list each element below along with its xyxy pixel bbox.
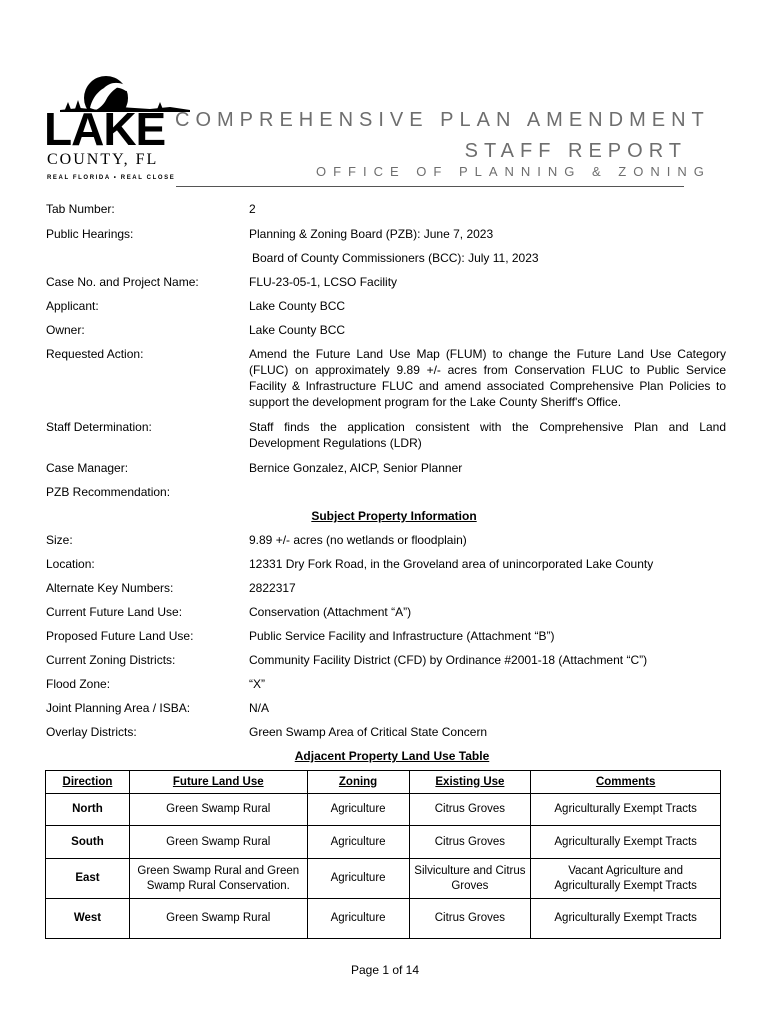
size-value: 9.89 +/- acres (no wetlands or floodplain): [249, 533, 467, 547]
applicant-label: Applicant:: [46, 299, 99, 313]
current-flu-label: Current Future Land Use:: [46, 605, 183, 619]
tab-number-label: Tab Number:: [46, 202, 115, 216]
location-value: 12331 Dry Fork Road, in the Groveland area of unincorporated Lake County: [249, 557, 654, 571]
subject-property-heading: Subject Property Information: [311, 509, 477, 523]
table-cell: Green Swamp Rural: [129, 794, 307, 826]
table-cell: Agriculturally Exempt Tracts: [531, 899, 721, 939]
pzb-recommendation-label: PZB Recommendation:: [46, 485, 171, 499]
table-cell: Agriculture: [307, 794, 409, 826]
overlay-value: Green Swamp Area of Critical State Concern: [249, 725, 488, 739]
owner-label: Owner:: [46, 323, 85, 337]
table-row: [46, 899, 721, 939]
alternate-key-value: 2822317: [249, 581, 296, 595]
size-label: Size:: [46, 533, 73, 547]
location-label: Location:: [46, 557, 95, 571]
proposed-flu-label: Proposed Future Land Use:: [46, 629, 194, 643]
staff-determination-label: Staff Determination:: [46, 420, 152, 434]
table-cell: Citrus Groves: [409, 899, 531, 939]
case-manager-value: Bernice Gonzalez, AICP, Senior Planner: [249, 461, 463, 475]
applicant-value: Lake County BCC: [249, 299, 346, 313]
table-cell: Agriculture: [307, 899, 409, 939]
tab-number-value: 2: [249, 202, 256, 216]
current-zoning-value: Community Facility District (CFD) by Ordinance #2001-18 (Attachment “C”): [249, 653, 648, 667]
staff-determination-value: Staff finds the application consistent with the Comprehensive Plan and Land Development Regulations (LDR): [249, 420, 726, 450]
logo-tagline: REAL FLORIDA • REAL CLOSE: [47, 175, 176, 181]
requested-action-label: Requested Action:: [46, 347, 144, 361]
table-cell: Green Swamp Rural: [129, 899, 307, 939]
table-cell: Agriculturally Exempt Tracts: [531, 794, 721, 826]
table-cell: Agriculture: [307, 826, 409, 859]
column-header: Comments: [531, 771, 721, 794]
current-flu-value: Conservation (Attachment “A”): [249, 605, 412, 619]
table-cell: South: [46, 826, 130, 859]
table-cell: Citrus Groves: [409, 826, 531, 859]
table-header-row: [46, 771, 721, 794]
alternate-key-label: Alternate Key Numbers:: [46, 581, 174, 595]
owner-value: Lake County BCC: [249, 323, 346, 337]
public-hearings-pzb: Planning & Zoning Board (PZB): June 7, 2023: [249, 227, 494, 241]
report-title: COMPREHENSIVE PLAN AMENDMENT: [175, 109, 710, 131]
page-number: Page 1 of 14: [350, 963, 420, 977]
table-cell: Green Swamp Rural and Green Swamp Rural Conservation.: [129, 859, 307, 899]
table-row: [46, 794, 721, 826]
table-cell: North: [46, 794, 130, 826]
report-subtitle: STAFF REPORT: [464, 140, 687, 162]
table-cell: East: [46, 859, 130, 899]
case-manager-label: Case Manager:: [46, 461, 129, 475]
table-cell: Vacant Agriculture and Agriculturally Exempt Tracts: [531, 859, 721, 899]
table-row: [46, 826, 721, 859]
table-cell: Agriculturally Exempt Tracts: [531, 826, 721, 859]
office-name: OFFICE OF PLANNING & ZONING: [316, 164, 711, 179]
flood-zone-value: “X”: [249, 677, 265, 691]
table-cell: Agriculture: [307, 859, 409, 899]
header-divider: [176, 186, 684, 187]
case-no-label: Case No. and Project Name:: [46, 275, 199, 289]
proposed-flu-value: Public Service Facility and Infrastructure (Attachment “B”): [249, 629, 555, 643]
table-row: [46, 859, 721, 899]
table-cell: Citrus Groves: [409, 794, 531, 826]
column-header: Existing Use: [409, 771, 531, 794]
table-cell: Green Swamp Rural: [129, 826, 307, 859]
logo-county: COUNTY, FL: [47, 151, 159, 168]
public-hearings-label: Public Hearings:: [46, 227, 134, 241]
adjacent-table-heading: Adjacent Property Land Use Table: [294, 749, 490, 763]
overlay-label: Overlay Districts:: [46, 725, 137, 739]
table-cell: West: [46, 899, 130, 939]
table-cell: Silviculture and Citrus Groves: [409, 859, 531, 899]
adjacent-land-use-table: [45, 770, 721, 939]
case-no-value: FLU-23-05-1, LCSO Facility: [249, 275, 398, 289]
column-header: Future Land Use: [129, 771, 307, 794]
requested-action-value: Amend the Future Land Use Map (FLUM) to change the Future Land Use Category (FLUC) on approximately 9.89 +/- acres from Conservation FLUC to Public Service Facility & Infrastructure FLUC and amend associated Comprehensive Plan Policies to support the development program for the Lake County Sheriff's Office.: [249, 347, 726, 409]
flood-zone-label: Flood Zone:: [46, 677, 111, 691]
joint-planning-label: Joint Planning Area / ISBA:: [46, 701, 191, 715]
public-hearings-bcc: Board of County Commissioners (BCC): July 11, 2023: [252, 251, 539, 265]
logo-wordmark: LAKE: [44, 103, 166, 155]
column-header: Zoning: [307, 771, 409, 794]
column-header: Direction: [46, 771, 130, 794]
joint-planning-value: N/A: [249, 701, 270, 715]
current-zoning-label: Current Zoning Districts:: [46, 653, 176, 667]
